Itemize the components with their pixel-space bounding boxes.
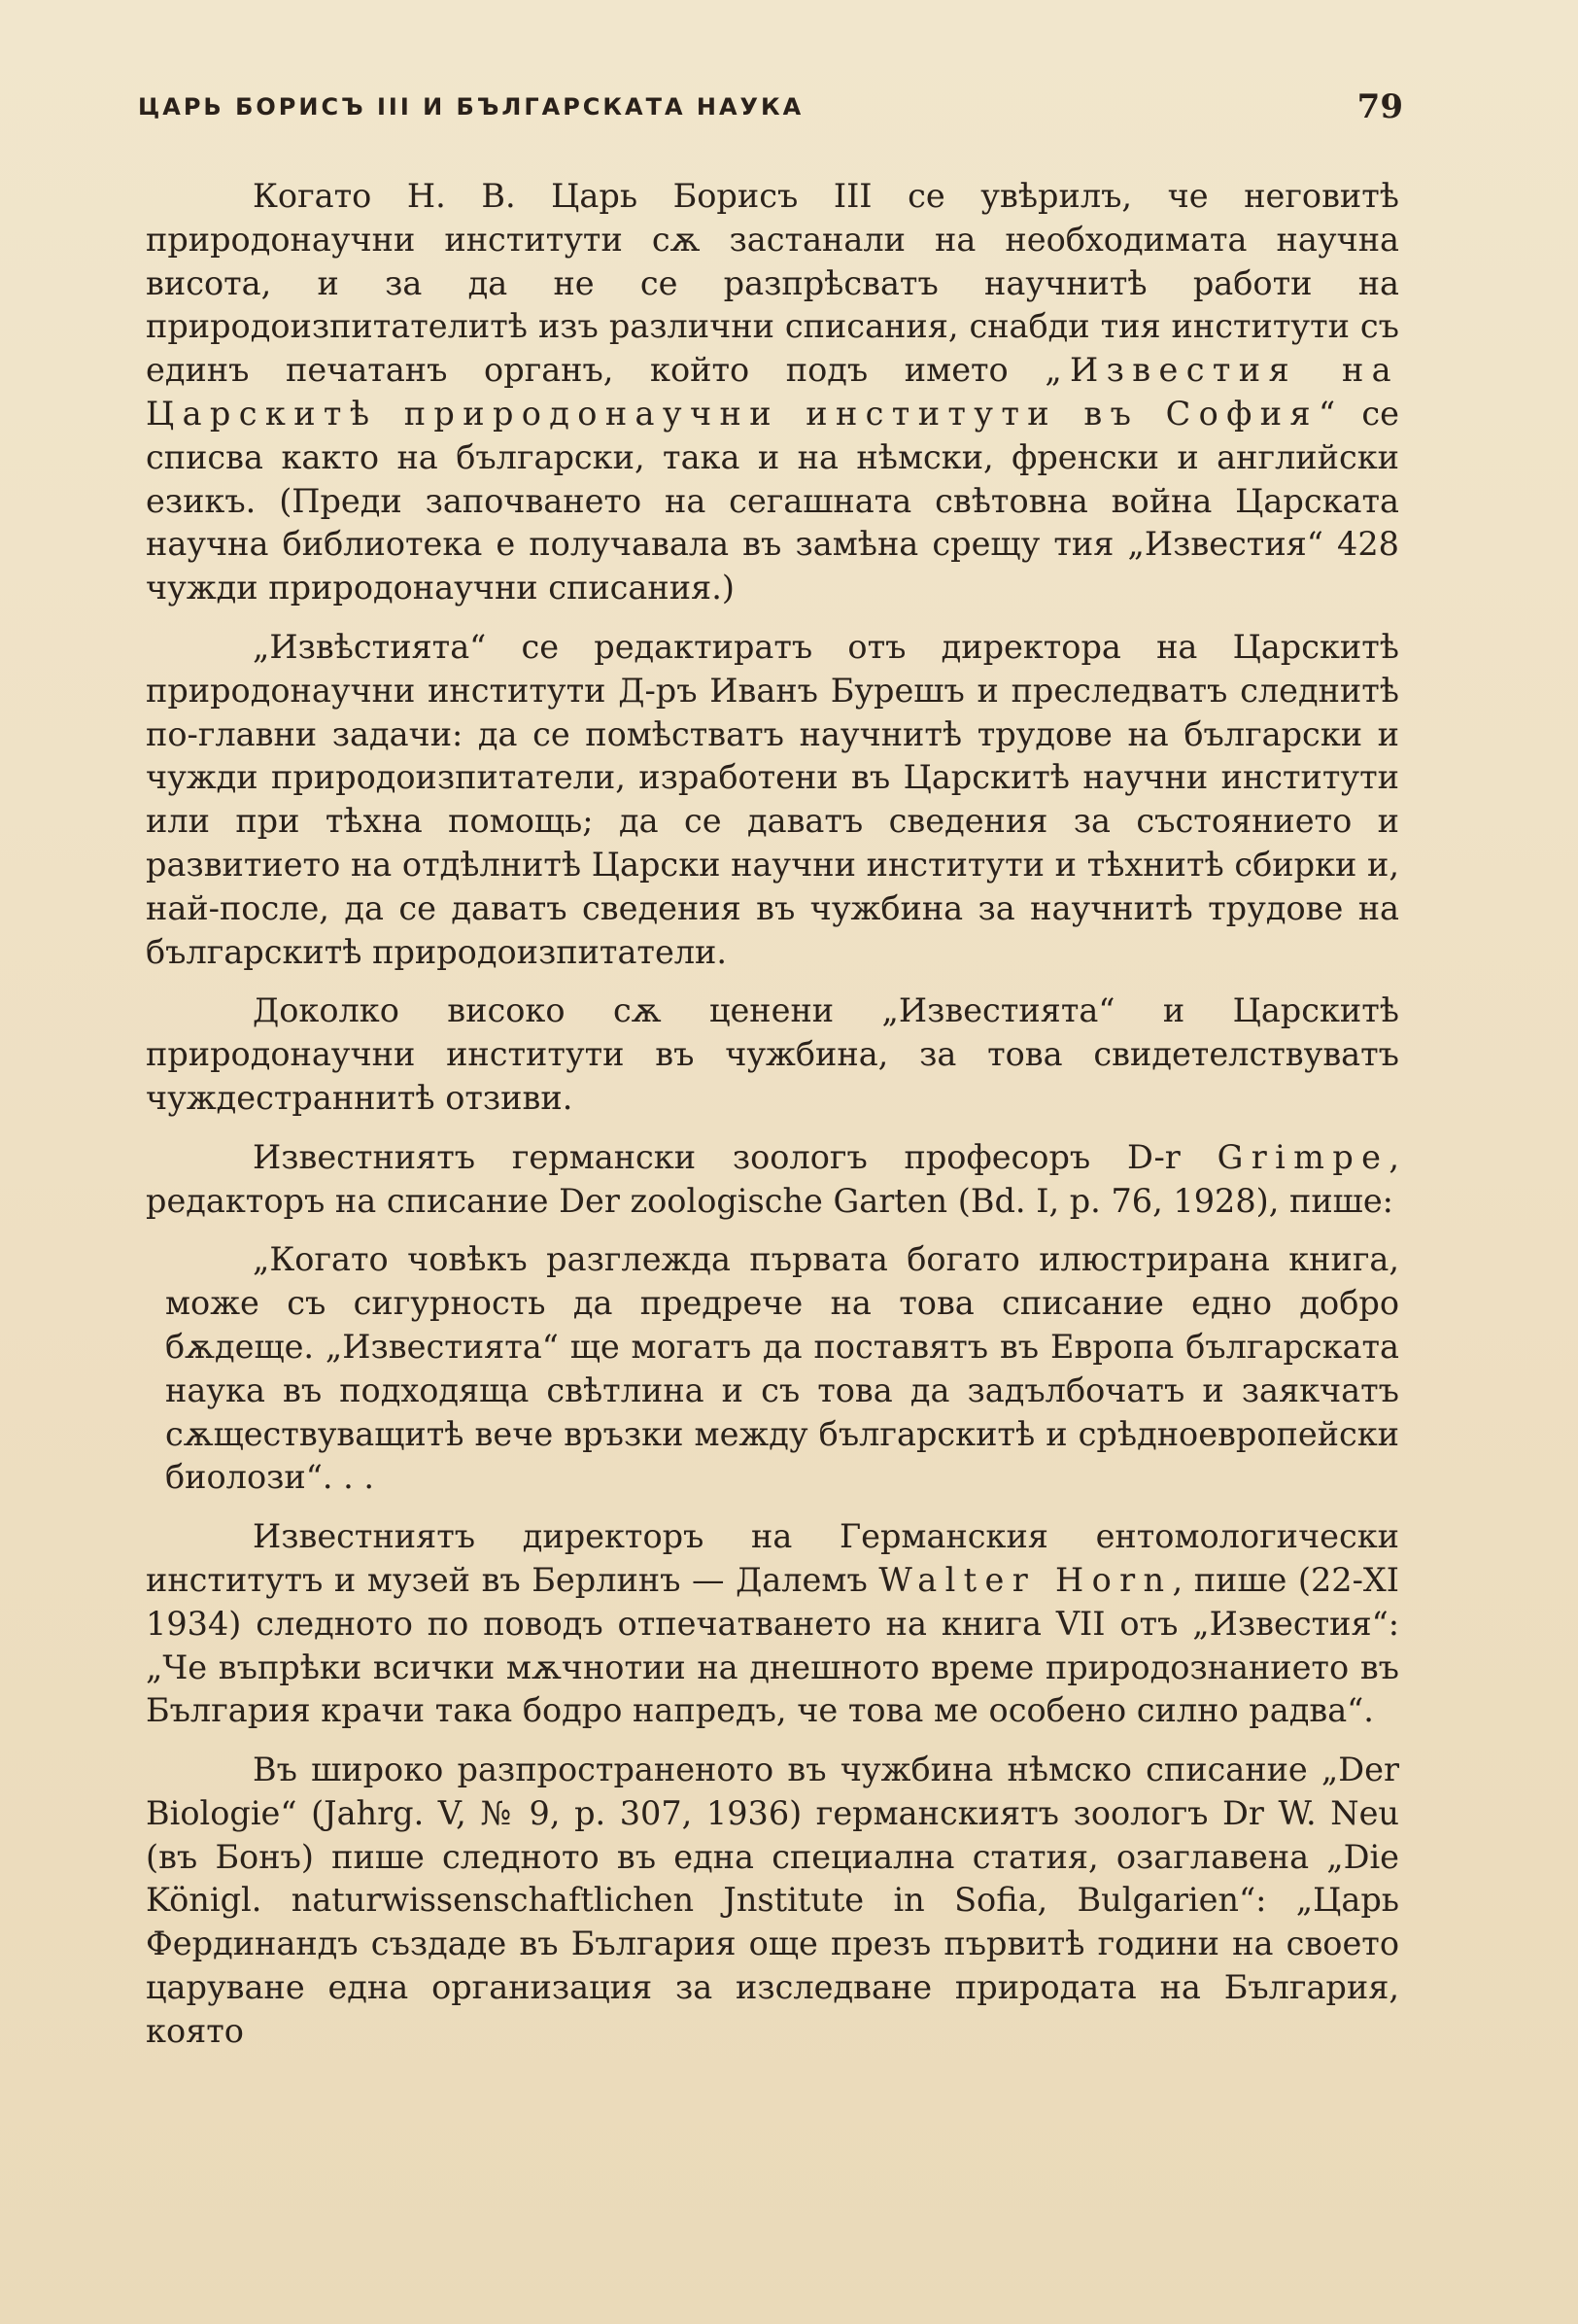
quotation-grimpe: „Когато човѣкъ разглежда първата богато илюстрирана книга, може съ сигурность да предрече на това списание едно добро бѫдеще. „Известията“ ще могатъ да поставятъ въ Европа българската наука въ подходяща свѣтлина и съ това да задълбочатъ и заякчатъ сѫществуващитѣ вече връзки между българскитѣ и срѣдноевропейски биолози“. . . — [165, 1240, 1399, 1497]
paragraph-4 — [146, 1136, 1399, 1224]
paragraph-6 — [146, 1515, 1399, 1733]
paragraph-1-text: Когато Н. В. Царь Борисъ III се увѣрилъ, че неговитѣ природонаучни институти сѫ застанали на необходимата научна висота, и за да не се разпрѣсватъ научнитѣ работи на природоизпитателитѣ изъ различни списания, снабди тия институти съ единъ печатанъ органъ, който подъ името — [146, 177, 1399, 390]
body-text — [146, 175, 1399, 2054]
paragraph-2: „Извѣстията“ се редактиратъ отъ директора на Царскитѣ природонаучни институти Д-ръ Иванъ Бурешъ и преследватъ следнитѣ по-главни задачи: да се помѣстватъ научнитѣ трудове на български и чужди природоизпитатели, изработени въ Царскитѣ научни институти или при тѣхна помощь; да се даватъ сведения за състоянието и развитието на отдѣлнитѣ Царски научни институти и тѣхнитѣ сбирки и, най-после, да се даватъ сведения въ чужбина за научнитѣ трудове на българскитѣ природоизпитатели. — [146, 627, 1399, 971]
paragraph-3: Доколко високо сѫ ценени „Известията“ и Царскитѣ природонаучни институти въ чужбина, за това свидетелствуватъ чуждестраннитѣ отзиви. — [146, 991, 1399, 1117]
paragraph-1-text-end: се списва както на български, така и на нѣмски, френски и английски езикъ. (Преди започването на сегашната свѣтовна война Царската научна библиотека е получавала въ замѣна срещу тия „Известия“ 428 чужди природонаучни списания.) — [146, 394, 1399, 607]
page-number: 79 — [1356, 87, 1403, 126]
paragraph-6-text: Известниятъ директоръ на Германския ентомологически институтъ и музей въ Берлинъ — Далемъ — [146, 1517, 1399, 1599]
journal-title-spaced: „Известия на Царскитѣ природонаучни институти въ София“ — [146, 351, 1399, 433]
running-head: ЦАРЬ БОРИСЪ III И БЪЛГАРСКАТА НАУКА — [138, 93, 805, 121]
paragraph-4-text-end: , редакторъ на списание Der zoologische Garten (Bd. I, p. 76, 1928), пише: — [146, 1137, 1399, 1220]
paragraph-6-text-end: , пише (22-XI 1934) следното по поводъ отпечатването на книга VII отъ „Известия“: „Че въпрѣки всички мѫчнотии на днешното време природознанието въ България крачи така бодро напредъ, че това ме особено силно радва“. — [146, 1560, 1399, 1730]
paragraph-7: Въ широко разпространеното въ чужбина нѣмско списание „Der Biologie“ (Jahrg. V, № 9, p. 307, 1936) германскиятъ зоологъ Dr W. Neu (въ Бонъ) пише следното въ една специална статия, озаглавена „Die Königl. naturwissenschaftlichen Jnstitute in Sofia, Bulgarien“: „Царь Фердинандъ създаде въ България още презъ първитѣ години на своето царуване една организация за изследване природата на България, която — [146, 1751, 1399, 2050]
page-header — [138, 87, 1403, 134]
paragraph-4-text: Известниятъ германски зоологъ професоръ D-r — [253, 1137, 1218, 1176]
name-grimpe-spaced: Grimpe — [1217, 1137, 1389, 1176]
paragraph-1 — [146, 175, 1399, 610]
name-walter-horn-spaced: Walter Horn — [878, 1560, 1173, 1599]
